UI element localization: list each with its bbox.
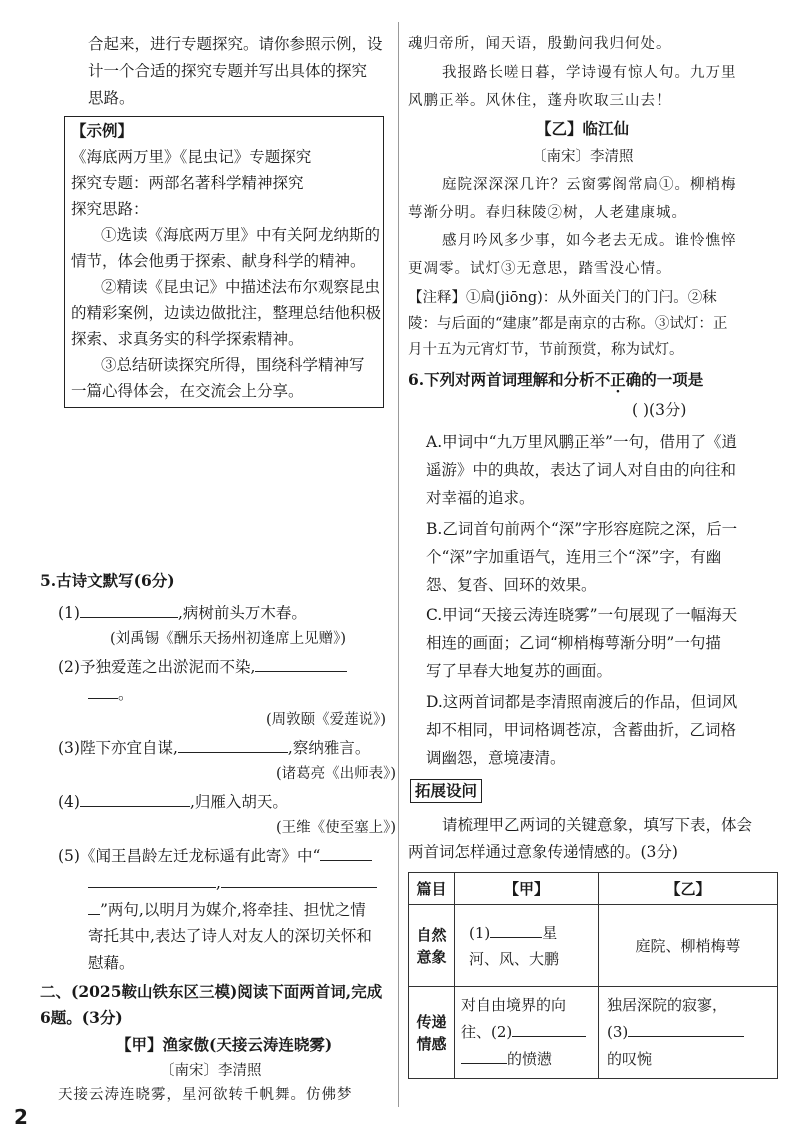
answer-blank[interactable]: [512, 1021, 586, 1037]
expand-line-1: 请梳理甲乙两词的关键意象，填写下表，体会: [442, 816, 753, 834]
example-line-3: 探究思路：: [71, 200, 149, 218]
q5-source-3: (诸葛亮《出师表》): [276, 766, 397, 782]
q5-item-3: (3)陛下亦宜自谋, ,察纳雅言。: [58, 739, 371, 757]
answer-blank[interactable]: [255, 656, 347, 672]
q6-option-d-1[interactable]: D.这两首词都是李清照南渡后的作品，但词风: [426, 693, 738, 711]
q5-item-5e: 慰藉。: [88, 954, 135, 972]
notes-line-2: 陵：与后面的“建康”都是南京的古称。③试灯：正: [408, 316, 728, 332]
section-2-heading-1: 二、(2025鞍山铁东区三模)阅读下面两首词,完成: [40, 982, 383, 1001]
intro-line-2: 计一个合适的探究专题并写出具体的探究: [88, 62, 368, 80]
cell-b-emotion: 独居深院的寂寥， (3) 的叹惋: [599, 987, 778, 1079]
example-p1-1: ①选读《海底两万里》中有关阿龙纳斯的: [101, 226, 381, 244]
example-line-1: 《海底两万里》《昆虫记》专题探究: [71, 148, 312, 166]
poem-a-line-2: 魂归帝所，闻天语，殷勤问我归何处。: [408, 36, 672, 52]
answer-blank[interactable]: [80, 791, 190, 807]
example-p2-3: 探索、求真务实的科学探索精神。: [71, 330, 304, 348]
poem-b-line-3: 感月吟风多少事，如今老去无成。谁怜憔悴: [442, 233, 737, 249]
intro-line-1: 合起来，进行专题探究。请你参照示例，设: [88, 35, 383, 53]
poem-a-line-1: 天接云涛连晓雾，星河欲转千帆舞。仿佛梦: [58, 1087, 353, 1103]
poem-a-author: 〔南宋〕李清照: [160, 1063, 262, 1079]
q6-option-a-3: 对幸福的追求。: [426, 489, 535, 507]
q6-option-a-2: 遥游》中的典故，表达了词人对自由的向往和: [426, 461, 737, 479]
q6-heading: 6.下列对两首词理解和分析不正确的一项是: [408, 370, 704, 389]
imagery-table: [408, 872, 778, 1079]
poem-a-line-3: 我报路长嗟日暮，学诗谩有惊人句。九万里: [442, 65, 737, 81]
q5-source-2: (周敦颐《爱莲说》): [266, 712, 387, 728]
example-p1-2: 情节，体会他勇于探索、献身科学的精神。: [71, 252, 366, 270]
q6-option-d-2: 却不相同，甲词格调苍凉，含蓄曲折，乙词格: [426, 721, 737, 739]
q5-item-2b: 。: [88, 683, 134, 704]
q5-source-4: (王维《使至塞上》): [276, 820, 397, 836]
column-divider: [398, 22, 399, 1107]
row-label-imagery: 自然 意象: [409, 905, 455, 987]
q6-option-b-2: 个“深”字加重语气，连用三个“深”字，有幽: [426, 548, 722, 566]
poem-b-title: 【乙】临江仙: [536, 119, 630, 138]
example-p3-2: 一篇心得体会，在交流会上分享。: [71, 382, 304, 400]
answer-blank[interactable]: [88, 899, 100, 915]
answer-blank[interactable]: [461, 1048, 507, 1064]
intro-line-3: 思路。: [88, 89, 135, 107]
q6-option-b-1[interactable]: B.乙词首句前两个“深”字形容庭院之深，后一: [426, 520, 738, 538]
answer-blank[interactable]: [628, 1021, 744, 1037]
table-header-a: 【甲】: [455, 873, 599, 905]
example-box: [64, 116, 384, 408]
example-p2-2: 的精彩案例，边读边做批注，整理总结他积极: [71, 304, 382, 322]
expand-line-2: 两首词怎样通过意象传递情感的。(3分): [408, 843, 678, 861]
q5-item-4: (4) ,归雁入胡天。: [58, 793, 288, 811]
poem-a-line-4: 风鹏正举。风休住，蓬舟吹取三山去！: [408, 93, 672, 109]
answer-blank[interactable]: [88, 872, 216, 888]
q6-option-b-3: 怨、复沓、回环的效果。: [426, 576, 597, 594]
q6-option-c-2: 相连的画面；乙词“柳梢梅萼渐分明”一句描: [426, 634, 721, 652]
cell-a-emotion: 对自由境界的向 往、(2) 的愤懑: [455, 987, 599, 1079]
answer-blank[interactable]: [88, 683, 118, 699]
answer-blank[interactable]: [80, 602, 178, 618]
answer-blank[interactable]: [320, 845, 372, 861]
q6-option-d-3: 调幽怨，意境凄清。: [426, 749, 566, 767]
q6-option-a-1[interactable]: A.甲词中“九万里风鹏正举”一句，借用了《逍: [426, 433, 737, 451]
notes-line-3: 月十五为元宵灯节，节前预赏，称为试灯。: [408, 342, 684, 358]
answer-blank[interactable]: [178, 737, 288, 753]
q6-option-c-3: 写了早春大地复苏的画面。: [426, 662, 613, 680]
answer-blank[interactable]: [221, 872, 377, 888]
example-line-2: 探究专题：两部名著科学精神探究: [71, 174, 304, 192]
q5-item-5c: ”两句,以明月为媒介,将牵挂、担忧之情: [88, 899, 366, 920]
poem-b-line-2: 萼渐分明。春归秣陵②树，人老建康城。: [408, 205, 687, 221]
example-p3-1: ③总结研读探究所得，围绕科学精神写: [101, 356, 365, 374]
example-title: 【示例】: [71, 121, 134, 140]
section-2-heading-2: 6题。(3分): [40, 1008, 123, 1027]
q5-item-1: (1) ,病树前头万木春。: [58, 604, 307, 622]
poem-b-line-1: 庭院深深深几许？云窗雾阁常扃①。柳梢梅: [442, 177, 737, 193]
poem-a-title: 【甲】渔家傲(天接云涛连晓雾): [116, 1035, 333, 1054]
q5-item-2: (2)予独爱莲之出淤泥而不染,: [58, 656, 347, 677]
poem-b-line-4: 更凋零。试灯③无意思，踏雪没心情。: [408, 261, 672, 277]
q5-item-5d: 寄托其中,表达了诗人对友人的深切关怀和: [88, 927, 372, 945]
expand-tag: 拓展设问: [410, 779, 482, 803]
page-number: 2: [14, 1105, 28, 1129]
q5-item-5: (5)《闻王昌龄左迁龙标遥有此寄》中“: [58, 845, 372, 866]
notes-line-1: 【注释】①扃(jiōng)：从外面关门的门闩。②秣: [408, 290, 717, 306]
q6-score: ( )(3分): [632, 401, 687, 419]
table-header-title: 篇目: [409, 873, 455, 905]
q5-item-5b: ,: [88, 872, 377, 893]
q5-heading: 5.古诗文默写(6分): [40, 571, 175, 590]
cell-a-imagery: (1) 星 河、风、大鹏: [455, 905, 599, 987]
cell-b-imagery: 庭院、柳梢梅萼: [599, 905, 778, 987]
table-header-b: 【乙】: [599, 873, 778, 905]
row-label-emotion: 传递 情感: [409, 987, 455, 1079]
q5-source-1: (刘禹锡《酬乐天扬州初逢席上见赠》): [110, 631, 347, 647]
poem-b-author: 〔南宋〕李清照: [532, 149, 634, 165]
q6-option-c-1[interactable]: C.甲词“天接云涛连晓雾”一句展现了一幅海天: [426, 606, 738, 624]
answer-blank[interactable]: [490, 922, 542, 938]
example-p2-1: ②精读《昆虫记》中描述法布尔观察昆虫: [101, 278, 381, 296]
